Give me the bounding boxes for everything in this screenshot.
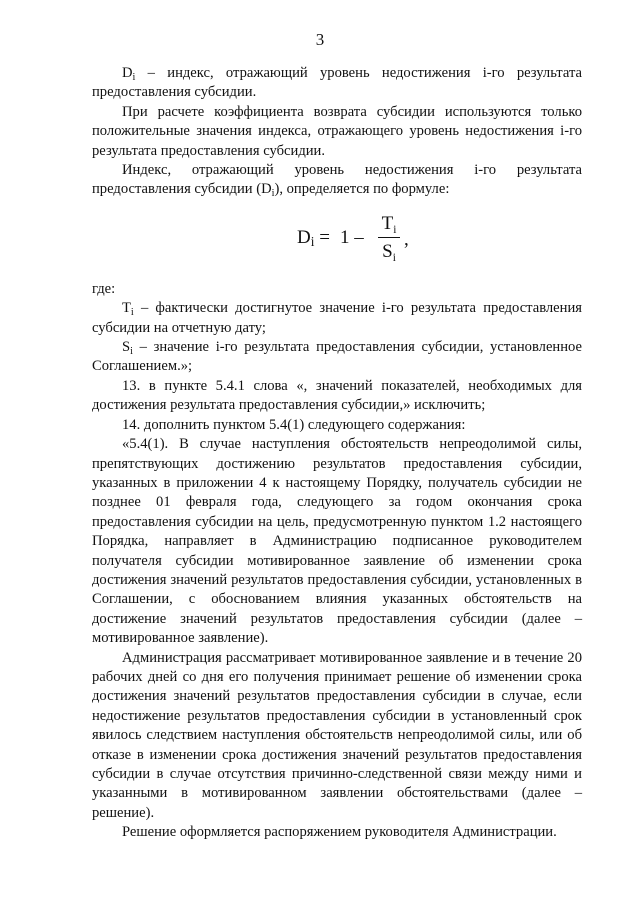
- fraction-bar: [378, 237, 400, 238]
- formula: [92, 214, 582, 266]
- formula-lhs-var: D: [297, 226, 311, 248]
- formula-num-var: T: [381, 212, 394, 234]
- paragraph-text: – индекс, отражающий уровень недостижения i-го результата предоставления субсидии.: [92, 65, 582, 101]
- formula-num-sub: i: [393, 223, 397, 236]
- var-s-sub: i: [130, 346, 133, 358]
- formula-rhs-prefix: 1 –: [340, 226, 364, 248]
- paragraph-text: ), определяется по формуле:: [274, 181, 450, 198]
- formula-lhs: [297, 228, 330, 247]
- paragraph-index-formula-intro: [92, 161, 582, 200]
- where-label: где:: [92, 280, 116, 297]
- document-body: [92, 64, 582, 843]
- paragraph-text: – значение i-го результата предоставления субсидии, установленное Соглашением.»;: [92, 339, 582, 375]
- paragraph-si-definition: [92, 338, 582, 377]
- paragraph-di-definition: [92, 64, 582, 103]
- formula-den-sub: i: [392, 251, 396, 264]
- formula-denominator: [378, 240, 400, 264]
- paragraph-text: Индекс, отражающий уровень недостижения i-го результата предоставления субсидии (D: [92, 162, 582, 198]
- paragraph-5-4-1: «5.4(1). В случае наступления обстоятельств непреодолимой силы, препятствующих достижению результатов предоставления субсидии, указанных в приложении 4 к настоящему Порядку, получатель субсидии не позднее 01 февраля года, следующего за годом окончания срока предоставления субсидии на цель, предусмотренную пунктом 1.2 настоящего Порядка, направляет в Администрацию подписанное руководителем получателя субсидии мотивированное заявление об изменении срока достижения значений результатов предоставления субсидии, установленных в Соглашении, с обоснованием влияния указанных обстоятельств на достижение значений результатов предоставления субсидии (далее – мотивированное заявление).: [92, 436, 582, 647]
- var-sub: i: [271, 188, 275, 200]
- paragraph-decision: Решение оформляется распоряжением руководителя Администрации.: [122, 824, 557, 841]
- paragraph-coefficient: При расчете коэффициента возврата субсидии используются только положительные значения индекса, отражающего уровень недостижения i-го результата предоставления субсидии.: [92, 103, 582, 159]
- var-s: S: [122, 339, 131, 356]
- formula-den-var: S: [382, 240, 393, 262]
- paragraph-administration-review: Администрация рассматривает мотивированное заявление и в течение 20 рабочих дней со дня его получения принимает решение об изменении срока достижения значений результатов предоставления субсидии в случае, если недостижение результатов предоставления субсидии в установленный срок явилось следствием наступления обстоятельств непреодолимой силы, или об отказе в изменении срока достижения значений результатов предоставления субсидии в случае отсутствия причинно-следственной связи между ними и указанными в мотивированном заявлении обстоятельствами (далее – решение).: [92, 649, 582, 821]
- paragraph-ti-definition: [92, 299, 582, 338]
- var-t: T: [122, 300, 131, 317]
- formula-fraction: [378, 212, 400, 264]
- formula-comma: ,: [404, 228, 409, 250]
- page-number: 3: [315, 30, 325, 49]
- formula-numerator: [378, 212, 400, 236]
- formula-equals: =: [319, 226, 330, 248]
- var-d-sub: i: [132, 72, 136, 83]
- paragraph-item-14: 14. дополнить пунктом 5.4(1) следующего содержания:: [122, 416, 466, 433]
- paragraph-item-13: 13. в пункте 5.4.1 слова «, значений показателей, необходимых для достижения результата предоставления субсидии,» исключить;: [92, 377, 582, 414]
- var-t-sub: i: [130, 307, 134, 319]
- paragraph-text: – фактически достигнутое значение i-го результата предоставления субсидии на отчетную дату;: [92, 300, 582, 336]
- var-d: D: [122, 65, 133, 81]
- formula-lhs-sub: i: [310, 233, 315, 249]
